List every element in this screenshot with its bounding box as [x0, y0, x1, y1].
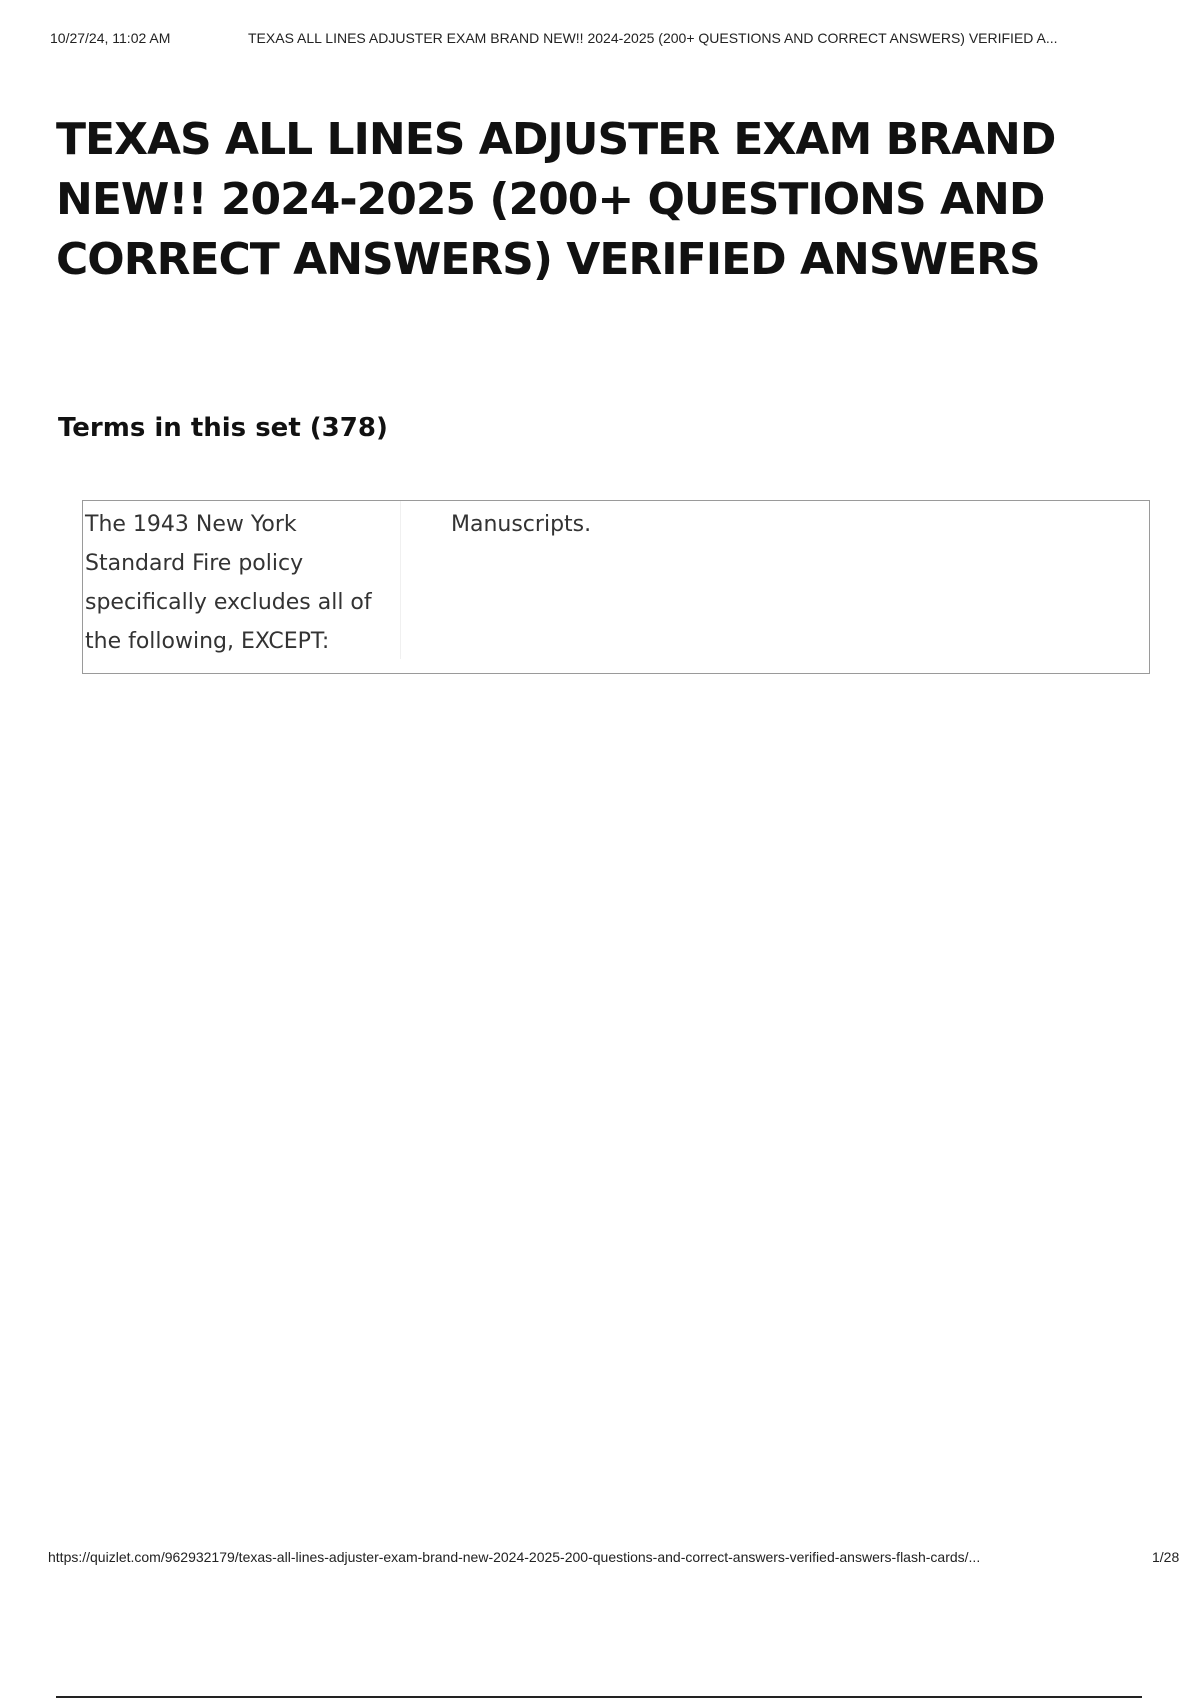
flashcard-term: The 1943 New York Standard Fire policy specifically excludes all of the following, EXCEPT: [83, 501, 401, 659]
page-bottom-divider [56, 1696, 1142, 1698]
print-datetime: 10/27/24, 11:02 AM [50, 30, 171, 46]
flashcard-row [82, 500, 1150, 674]
print-footer [48, 1549, 1190, 1569]
flashcard-definition: Manuscripts. [451, 512, 592, 537]
page-title: TEXAS ALL LINES ADJUSTER EXAM BRAND NEW!! 2024-2025 (200+ QUESTIONS AND CORRECT ANSWERS) VERIFIED ANSWERS [56, 114, 1056, 285]
print-doc-title: TEXAS ALL LINES ADJUSTER EXAM BRAND NEW!! 2024-2025 (200+ QUESTIONS AND CORRECT ANSWERS) VERIFIED A... [248, 30, 1058, 46]
print-url[interactable]: https://quizlet.com/962932179/texas-all-lines-adjuster-exam-brand-new-2024-2025-200-questions-and-correct-answers-verified-answers-flash-cards/... [48, 1549, 981, 1565]
print-header [50, 30, 1190, 50]
page-number: 1/28 [1152, 1549, 1180, 1565]
terms-count-heading: Terms in this set (378) [58, 413, 388, 443]
